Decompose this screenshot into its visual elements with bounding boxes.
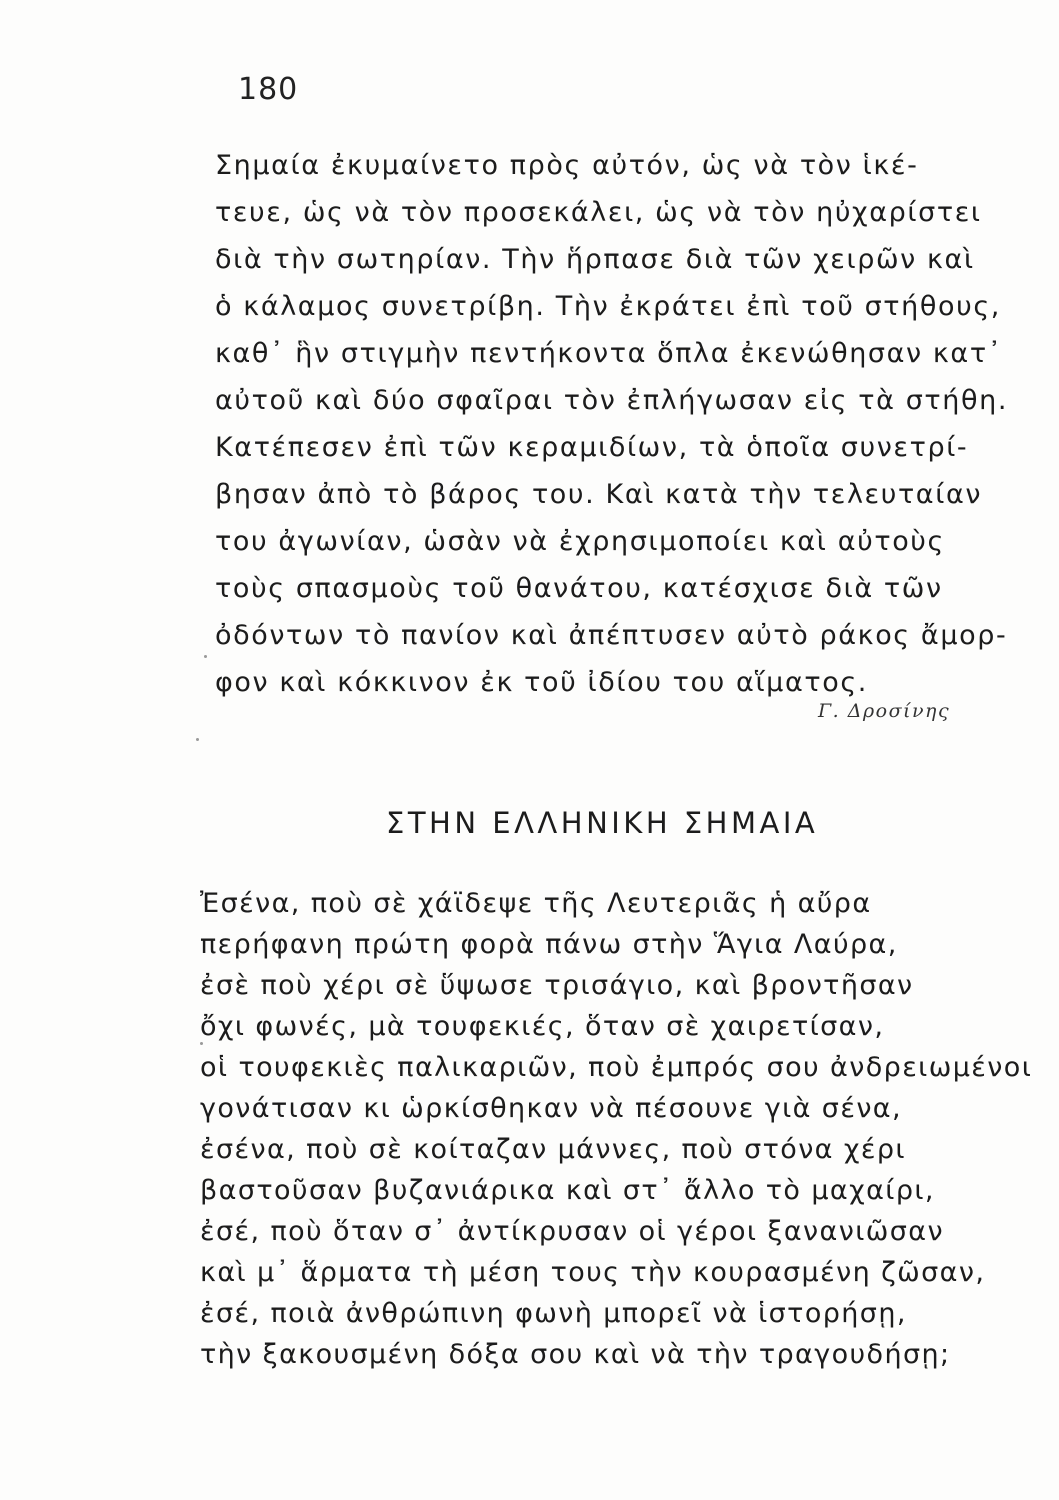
- prose-line: ὁ κάλαμος συνετρίβη. Τὴν ἐκράτει ἐπὶ τοῦ στήθους,: [215, 291, 1001, 322]
- poem-line: καὶ μ᾽ ἅρματα τὴ μέση τους τὴν κουρασμένη ζῶσαν,: [200, 1257, 986, 1288]
- poem-line: τὴν ξακουσμένη δόξα σου καὶ νὰ τὴν τραγουδήσῃ;: [200, 1339, 951, 1370]
- poem-line: ἐσέ, ποιὰ ἀνθρώπινη φωνὴ μπορεῖ νὰ ἱστορήσῃ,: [200, 1298, 907, 1329]
- page-number: 180: [238, 72, 299, 107]
- prose-line: αὐτοῦ καὶ δύο σφαῖραι τὸν ἐπλήγωσαν εἰς τὰ στήθη.: [215, 385, 1009, 416]
- poem-line: ἐσένα, ποὺ σὲ κοίταζαν μάννες, ποὺ στόνα χέρι: [200, 1134, 906, 1165]
- prose-line: φον καὶ κόκκινον ἐκ τοῦ ἰδίου του αἵματος.: [215, 667, 868, 698]
- prose-line: τοὺς σπασμοὺς τοῦ θανάτου, κατέσχισε διὰ τῶν: [215, 573, 943, 604]
- prose-line: Σημαία ἐκυμαίνετο πρὸς αὐτόν, ὡς νὰ τὸν ἱκέ-: [215, 150, 919, 181]
- scan-speck: [196, 738, 199, 741]
- poem-line: ὄχι φωνές, μὰ τουφεκιές, ὅταν σὲ χαιρετίσαν,: [200, 1011, 885, 1042]
- scan-speck: [204, 655, 207, 658]
- prose-line: βησαν ἀπὸ τὸ βάρος του. Καὶ κατὰ τὴν τελευταίαν: [215, 479, 983, 510]
- poem-line: βαστοῦσαν βυζανιάρικα καὶ στ᾽ ἄλλο τὸ μαχαίρι,: [200, 1175, 935, 1206]
- prose-passage: [215, 142, 1055, 706]
- prose-line: καθ᾽ ἣν στιγμὴν πεντήκοντα ὅπλα ἐκενώθησαν κατ᾽: [215, 338, 1003, 369]
- poem-title: ΣΤΗΝ ΕΛΛΗΝΙΚΗ ΣΗΜΑΙΑ: [386, 806, 819, 840]
- poem-line: ἐσὲ ποὺ χέρι σὲ ὕψωσε τρισάγιο, καὶ βροντῆσαν: [200, 970, 914, 1001]
- poem-line: ἐσέ, ποὺ ὅταν σ᾽ ἀντίκρυσαν οἱ γέροι ξανανιῶσαν: [200, 1216, 944, 1247]
- prose-line: του ἀγωνίαν, ὡσὰν νὰ ἐχρησιμοποίει καὶ αὐτοὺς: [215, 526, 945, 557]
- poem-line: Ἐσένα, ποὺ σὲ χάϊδεψε τῆς Λευτεριᾶς ἡ αὔρα: [200, 888, 872, 919]
- prose-line: ὀδόντων τὸ πανίον καὶ ἀπέπτυσεν αὐτὸ ράκος ἄμορ-: [215, 620, 1008, 651]
- prose-line: Κατέπεσεν ἐπὶ τῶν κεραμιδίων, τὰ ὁποῖα συνετρί-: [215, 432, 969, 463]
- scan-speck: [200, 1042, 203, 1045]
- author-signature: Γ. Δροσίνης: [818, 700, 951, 722]
- poem-body: [200, 883, 1045, 1375]
- prose-line: τευε, ὡς νὰ τὸν προσεκάλει, ὡς νὰ τὸν ηὐχαρίστει: [215, 197, 982, 228]
- poem-line: περήφανη πρώτη φορὰ πάνω στὴν Ἅγια Λαύρα,: [200, 929, 898, 960]
- poem-line: γονάτισαν κι ὡρκίσθηκαν νὰ πέσουνε γιὰ σένα,: [200, 1093, 902, 1124]
- prose-line: διὰ τὴν σωτηρίαν. Τὴν ἥρπασε διὰ τῶν χειρῶν καὶ: [215, 244, 975, 275]
- poem-line: οἱ τουφεκιὲς παλικαριῶν, ποὺ ἐμπρός σου ἀνδρειωμένοι: [200, 1052, 1033, 1083]
